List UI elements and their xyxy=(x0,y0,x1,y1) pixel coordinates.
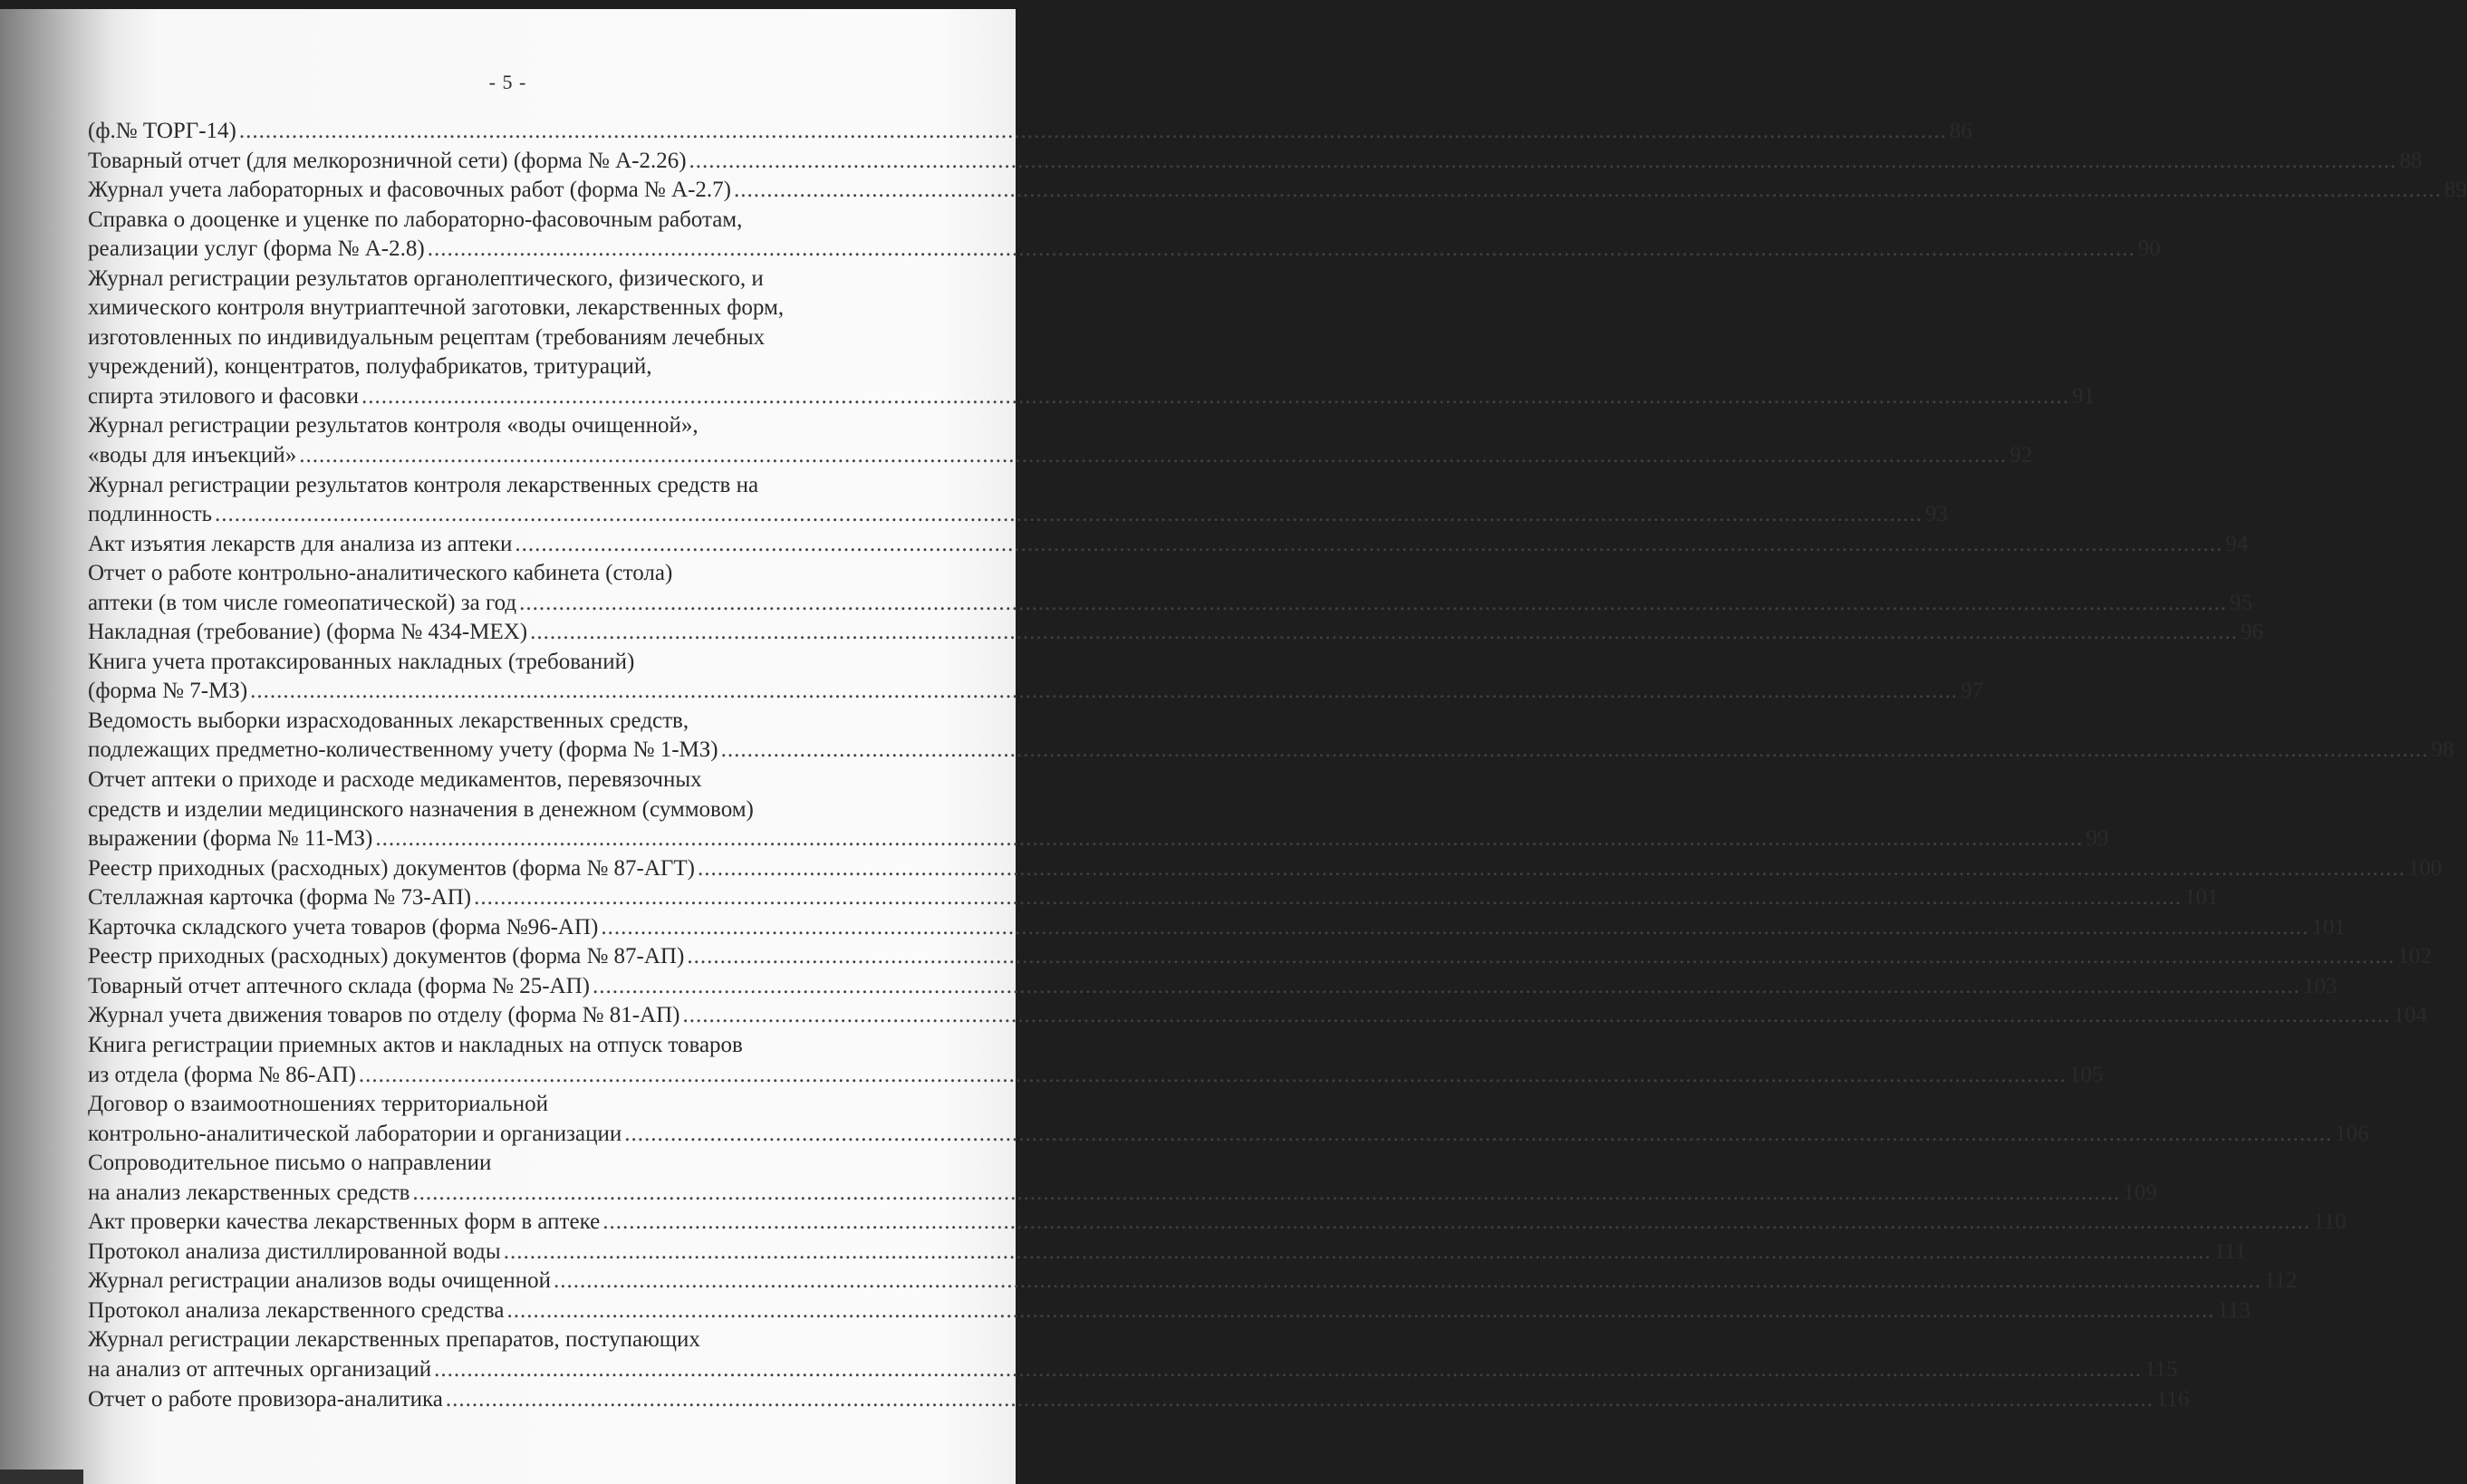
toc-entry-title: Ведомость выборки израсходованных лекарственных средств, xyxy=(88,708,689,733)
toc-entry-page: 113 xyxy=(2217,1297,2251,1323)
toc-entry xyxy=(88,559,890,589)
toc-entry-title: Отчет о работе провизора-аналитика xyxy=(88,1386,443,1412)
toc-entry-title: Журнал регистрации результатов контроля «воды очищенной», xyxy=(88,413,699,438)
dot-leader: .................................................................................................................................................................................................................................................................... xyxy=(697,855,2405,881)
toc-entry xyxy=(88,972,2337,1002)
scan-edge xyxy=(0,1470,83,1484)
toc-entry xyxy=(88,1267,2298,1296)
dot-leader: .................................................................................................................................................................................................................................................................... xyxy=(720,737,2429,763)
toc-entry xyxy=(88,854,2443,884)
toc-entry-page: 106 xyxy=(2335,1121,2369,1146)
toc-entry xyxy=(88,795,890,825)
toc-entry-page: 102 xyxy=(2397,944,2432,969)
toc-entry xyxy=(88,382,2095,412)
toc-entry xyxy=(88,147,2423,177)
table-of-contents xyxy=(88,117,2467,1414)
toc-entry xyxy=(88,1238,2247,1267)
toc-entry xyxy=(88,530,2249,560)
toc-entry-title: Книга регистрации приемных актов и накладных на отпуск товаров xyxy=(88,1032,743,1057)
dot-leader: .................................................................................................................................................................................................................................................................... xyxy=(250,679,1959,704)
toc-entry-page: 89 xyxy=(2443,178,2467,203)
dot-leader: .................................................................................................................................................................................................................................................................... xyxy=(592,973,2300,998)
toc-entry xyxy=(88,411,890,441)
toc-entry-title: контрольно-аналитической лаборатории и организации xyxy=(88,1121,622,1146)
toc-entry-title: на анализ от аптечных организаций xyxy=(88,1356,432,1382)
dot-leader: .................................................................................................................................................................................................................................................................... xyxy=(445,1386,2154,1412)
dot-leader: .................................................................................................................................................................................................................................................................... xyxy=(530,620,2239,645)
toc-entry-page: 101 xyxy=(2311,914,2346,940)
dot-leader: .................................................................................................................................................................................................................................................................... xyxy=(602,1209,2311,1235)
toc-entry-page: 115 xyxy=(2144,1356,2178,1382)
toc-entry-page: 88 xyxy=(2399,148,2423,173)
toc-entry-title: Журнал регистрации анализов воды очищенной xyxy=(88,1268,552,1294)
toc-entry-title: реализации услуг (форма № А-2.8) xyxy=(88,236,425,262)
toc-entry-page: 95 xyxy=(2230,590,2253,615)
toc-entry-title: Карточка складского учета товаров (форма №96-АП) xyxy=(88,914,599,940)
toc-entry xyxy=(88,1120,2369,1150)
toc-entry-page: 105 xyxy=(2068,1062,2104,1087)
dot-leader: .................................................................................................................................................................................................................................................................... xyxy=(375,826,2084,852)
toc-entry-title: на анализ лекарственных средств xyxy=(88,1180,410,1205)
toc-entry xyxy=(88,176,2467,206)
toc-entry xyxy=(88,1355,2178,1385)
toc-entry-title: Журнал учета лабораторных и фасовочных работ (форма № А-2.7) xyxy=(88,178,731,203)
toc-entry xyxy=(88,1325,890,1355)
dot-leader: .................................................................................................................................................................................................................................................................... xyxy=(733,178,2442,203)
toc-entry-title: «воды для инъекций» xyxy=(88,443,297,468)
dot-leader: .................................................................................................................................................................................................................................................................... xyxy=(238,119,1947,143)
toc-entry-page: 91 xyxy=(2071,383,2095,409)
toc-entry-title: изготовленных по индивидуальным рецептам (требованиям лечебных xyxy=(88,324,766,350)
toc-entry-page: 96 xyxy=(2241,620,2264,645)
dot-leader: .................................................................................................................................................................................................................................................................... xyxy=(474,885,2183,911)
toc-entry-title: Журнал регистрации результатов органолептического, физического, и xyxy=(88,265,764,291)
dot-leader: .................................................................................................................................................................................................................................................................... xyxy=(687,944,2395,969)
toc-entry-title: подлинность xyxy=(88,502,213,527)
dot-leader: .................................................................................................................................................................................................................................................................... xyxy=(506,1297,2215,1323)
toc-entry xyxy=(88,294,890,323)
toc-entry xyxy=(88,441,2033,471)
toc-entry-title: Сопроводительное письмо о направлении xyxy=(88,1151,492,1176)
toc-entry xyxy=(88,883,2219,913)
toc-entry-title: Журнал регистрации результатов контроля лекарственных средств на xyxy=(88,472,759,497)
toc-entry-page: 101 xyxy=(2184,885,2219,911)
toc-entry-title: Журнал регистрации лекарственных препаратов, поступающих xyxy=(88,1327,700,1353)
scanned-page xyxy=(0,9,2467,1484)
toc-entry xyxy=(88,1031,890,1061)
toc-entry-title: средств и изделии медицинского назначения в денежном (суммовом) xyxy=(88,796,754,822)
toc-entry-title: из отдела (форма № 86-АП) xyxy=(88,1062,356,1087)
toc-entry xyxy=(88,707,890,737)
toc-entry-page: 104 xyxy=(2393,1003,2427,1028)
toc-entry xyxy=(88,500,1949,530)
toc-entry-title: Реестр приходных (расходных) документов (форма № 87-АГТ) xyxy=(88,855,695,881)
dot-leader: .................................................................................................................................................................................................................................................................... xyxy=(515,531,2223,556)
toc-entry xyxy=(88,942,2432,972)
toc-entry xyxy=(88,352,890,382)
toc-entry-title: Протокол анализа дистиллированной воды xyxy=(88,1238,501,1264)
toc-entry-page: 94 xyxy=(2225,531,2249,556)
toc-entry-title: Акт изъятия лекарств для анализа из аптеки xyxy=(88,531,513,556)
toc-entry xyxy=(88,648,890,678)
toc-entry-title: Отчет аптеки о приходе и расходе медикаментов, перевязочных xyxy=(88,767,702,793)
toc-entry-page: 92 xyxy=(2009,443,2033,468)
toc-entry xyxy=(88,471,890,501)
toc-entry-title: Договор о взаимоотношениях территориальной xyxy=(88,1092,548,1117)
toc-entry xyxy=(88,206,890,236)
toc-entry xyxy=(88,1061,2104,1091)
toc-entry-title: Стеллажная карточка (форма № 73-АП) xyxy=(88,885,472,911)
toc-entry xyxy=(88,1149,890,1179)
dot-leader: .................................................................................................................................................................................................................................................................... xyxy=(624,1121,2333,1146)
toc-entry-title: химического контроля внутриаптечной заготовки, лекарственных форм, xyxy=(88,295,785,321)
toc-entry xyxy=(88,589,2253,619)
toc-entry-title: аптеки (в том числе гомеопатической) за год xyxy=(88,590,517,615)
dot-leader: .................................................................................................................................................................................................................................................................... xyxy=(682,1003,2391,1028)
dot-leader: .................................................................................................................................................................................................................................................................... xyxy=(503,1238,2212,1264)
dot-leader: .................................................................................................................................................................................................................................................................... xyxy=(215,502,1923,527)
toc-entry xyxy=(88,1090,890,1120)
toc-entry xyxy=(88,1296,2251,1326)
toc-entry-page: 103 xyxy=(2302,973,2337,998)
toc-entry-title: Протокол анализа лекарственного средства xyxy=(88,1297,505,1323)
dot-leader: .................................................................................................................................................................................................................................................................... xyxy=(361,383,2069,409)
toc-entry-page: 109 xyxy=(2123,1180,2157,1205)
toc-entry xyxy=(88,235,2161,265)
dot-leader: .................................................................................................................................................................................................................................................................... xyxy=(601,914,2309,940)
toc-entry xyxy=(88,913,2346,943)
toc-entry xyxy=(88,323,890,353)
toc-entry-title: Накладная (требование) (форма № 434-МЕХ) xyxy=(88,620,528,645)
toc-entry-title: учреждений), концентратов, полуфабрикатов, тритураций, xyxy=(88,354,652,380)
toc-entry-page: 110 xyxy=(2313,1209,2347,1235)
toc-entry xyxy=(88,1001,2427,1031)
dot-leader: .................................................................................................................................................................................................................................................................... xyxy=(689,148,2397,173)
toc-entry-title: спирта этилового и фасовки xyxy=(88,383,359,409)
toc-entry-page: 86 xyxy=(1949,119,1972,143)
toc-entry-title: (ф.№ ТОРГ-14) xyxy=(88,119,236,143)
toc-entry-title: Товарный отчет (для мелкорозничной сети) (форма № А-2.26) xyxy=(88,148,687,173)
toc-entry-page: 99 xyxy=(2086,826,2109,852)
toc-entry-title: Товарный отчет аптечного склада (форма № 25-АП) xyxy=(88,973,590,998)
toc-entry xyxy=(88,677,1984,707)
toc-entry-title: (форма № 7-МЗ) xyxy=(88,679,248,704)
toc-entry-page: 97 xyxy=(1961,679,1984,704)
toc-entry-title: Отчет о работе контрольно-аналитического кабинета (стола) xyxy=(88,561,673,586)
toc-entry-title: Реестр приходных (расходных) документов (форма № 87-АП) xyxy=(88,944,685,969)
toc-entry-page: 112 xyxy=(2264,1268,2298,1294)
toc-entry-title: Акт проверки качества лекарственных форм в аптеке xyxy=(88,1209,601,1235)
dot-leader: .................................................................................................................................................................................................................................................................... xyxy=(519,590,2228,615)
dot-leader: .................................................................................................................................................................................................................................................................... xyxy=(554,1268,2262,1294)
dot-leader: .................................................................................................................................................................................................................................................................... xyxy=(358,1062,2067,1087)
toc-entry-page: 98 xyxy=(2431,737,2454,763)
dot-leader: .................................................................................................................................................................................................................................................................... xyxy=(299,443,2008,468)
toc-entry-page: 100 xyxy=(2407,855,2443,881)
page-number: - 5 - xyxy=(488,71,527,93)
toc-entry-title: выражении (форма № 11-МЗ) xyxy=(88,826,373,852)
toc-entry xyxy=(88,1208,2347,1238)
toc-entry xyxy=(88,1385,2190,1415)
toc-entry-title: Журнал учета движения товаров по отделу (форма № 81-АП) xyxy=(88,1003,680,1028)
dot-leader: .................................................................................................................................................................................................................................................................... xyxy=(412,1180,2121,1205)
toc-entry-title: подлежащих предметно-количественному учету (форма № 1-МЗ) xyxy=(88,737,718,763)
toc-entry xyxy=(88,265,890,294)
toc-entry xyxy=(88,736,2454,766)
toc-entry xyxy=(88,1179,2157,1209)
toc-entry xyxy=(88,618,2264,648)
dot-leader: .................................................................................................................................................................................................................................................................... xyxy=(434,1356,2143,1382)
toc-entry-page: 90 xyxy=(2137,236,2161,262)
toc-entry xyxy=(88,117,1972,147)
dot-leader: .................................................................................................................................................................................................................................................................... xyxy=(427,236,2135,262)
toc-entry-title: Книга учета протаксированных накладных (требований) xyxy=(88,649,635,674)
toc-entry-title: Справка о дооценке и уценке по лабораторно-фасовочным работам, xyxy=(88,207,743,232)
toc-entry xyxy=(88,766,890,795)
toc-entry xyxy=(88,824,2109,854)
toc-entry-page: 116 xyxy=(2155,1386,2190,1412)
toc-entry-page: 93 xyxy=(1925,502,1949,527)
toc-entry-page: 111 xyxy=(2213,1238,2247,1264)
